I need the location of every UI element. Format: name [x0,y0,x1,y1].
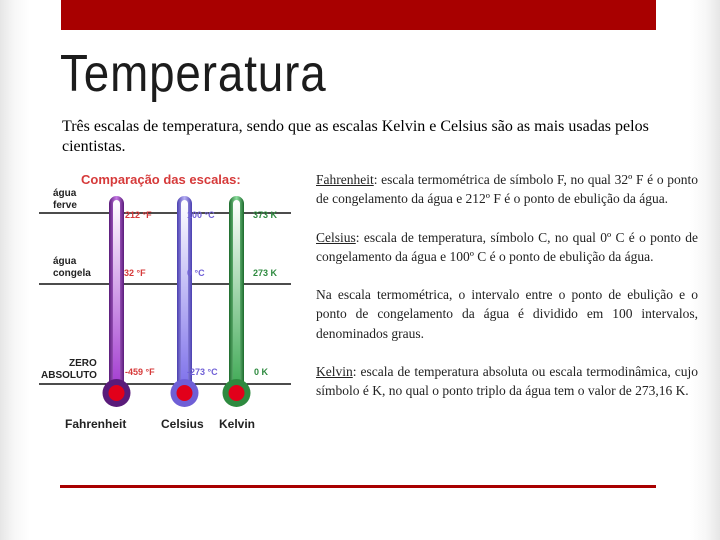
celsius-boil-value: 100 °C [187,210,215,220]
term-kelvin: Kelvin [316,364,353,380]
slide-title: Temperatura [60,45,327,103]
kelvin-zero-value: 0 K [254,367,269,377]
definition-celsius-text: : escala de temperatura, símbolo C, no qual 0º C é o ponto de congelamento da água e 100º C é o ponto de ebulição da água. [316,229,698,264]
celsius-column [181,200,188,388]
term-fahrenheit: Fahrenheit [316,172,374,187]
term-celsius: Celsius [316,229,356,245]
fahrenheit-bulb-core [109,385,125,401]
kelvin-bulb-core [229,385,245,401]
figure-heading: Comparação das escalas: [81,172,241,187]
absolute-zero-label-line2: ABSOLUTO [41,370,97,381]
paragraph-intervals-text: Na escala termométrica, o intervalo entre o ponto de ebulição e o ponto de congelamento da água é dividido em 100 intervalos, denominados graus. [316,287,698,341]
paragraph-intervals [316,285,698,343]
fahrenheit-boil-value: 212 °F [125,210,152,220]
boiling-label [53,188,79,211]
boiling-label-line2: ferve [53,200,77,211]
celsius-bulb-core [177,385,193,401]
kelvin-freeze-value: 273 K [253,268,278,278]
thermometers-illustration [37,160,293,432]
fahrenheit-zero-value: -459 °F [125,367,155,377]
kelvin-column [233,200,240,388]
absolute-zero-label [41,358,100,381]
kelvin-boil-value: 373 K [253,210,278,220]
intro-text: Três escalas de temperatura, sendo que as escalas Kelvin e Celsius são as mais usadas pelos cientistas. [62,118,649,155]
definitions-column [316,170,698,420]
celsius-zero-value: -273 °C [187,367,218,377]
definition-kelvin-text: : escala de temperatura absoluta ou escala termodinâmica, cujo símbolo é K, no qual o ponto triplo da água tem o valor de 273,16 K. [316,364,698,399]
celsius-freeze-value: 0 °C [187,268,205,278]
kelvin-thermometer [223,196,251,407]
top-accent-bar [61,0,656,30]
temperature-scales-figure [37,160,293,432]
kelvin-name: Kelvin [219,417,256,431]
fahrenheit-freeze-value: 32 °F [124,268,146,278]
bottom-accent-line [60,485,656,488]
definition-fahrenheit [316,170,698,209]
definition-celsius [316,228,698,267]
freezing-label [53,256,91,279]
freezing-label-line1: água [53,256,77,267]
freezing-label-line2: congela [53,268,91,279]
fahrenheit-column [113,200,120,388]
fahrenheit-name: Fahrenheit [65,417,127,431]
definition-kelvin [316,362,698,401]
definition-fahrenheit-text: : escala termométrica de símbolo F, no qual 32º F é o ponto de congelamento da água e 212º F é o ponto de ebulição da água. [316,172,698,207]
celsius-name: Celsius [161,417,204,431]
absolute-zero-label-line1: ZERO [69,358,97,369]
boiling-label-line1: água [53,188,77,199]
